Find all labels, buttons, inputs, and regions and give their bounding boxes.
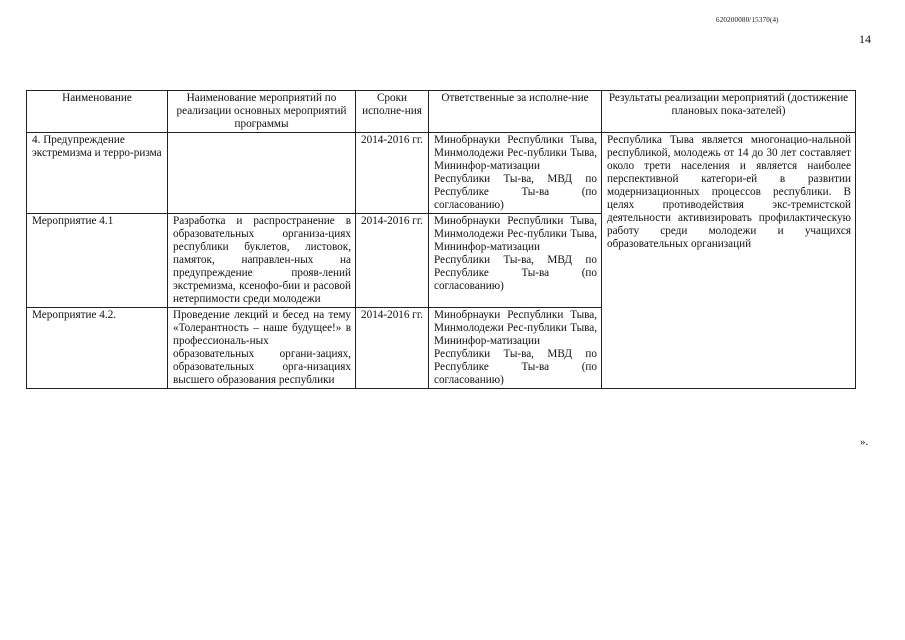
row-activity: Проведение лекций и бесед на тему «Толерантность – наше будущее!» в профессиональ-ных образовательных органи-зациях, образовательных орга-низациях высшего образования республики [168,308,356,389]
row-activity [168,133,356,214]
row-term: 2014-2016 гг. [356,308,429,389]
results-cell: Республика Тыва является многонацио-нальной республикой, молодежь от 14 до 30 лет составляет около трети населения и является наиболее перспективной категори-ей в развитии модернизационных процессов республики. В целях противодействия экс-тремистской деятельности активизировать профилактическую работу среди молодежи и учащихся образовательных организаций [602,133,856,389]
table-header-row [27,91,856,133]
row-responsible: Минобрнауки Республики Тыва, Минмолодежи Рес-публики Тыва, Мининфор-матизации Республики Ты-ва, МВД по Республике Ты-ва (по согласованию) [429,214,602,308]
column-header-name: Наименование [27,91,168,133]
row-responsible: Минобрнауки Республики Тыва, Минмолодежи Рес-публики Тыва, Мининфор-матизации Республики Ты-ва, МВД по Республике Ты-ва (по согласованию) [429,308,602,389]
column-header-results: Результаты реализации мероприятий (достижение плановых пока-зателей) [602,91,856,133]
program-activities-table [26,90,856,389]
row-name: 4. Предупреждение экстремизма и терро-ризма [27,133,168,214]
document-number: 620200080/15370(4) [716,16,779,24]
row-name: Мероприятие 4.2. [27,308,168,389]
column-header-term: Сроки исполне-ния [356,91,429,133]
table-row [27,133,856,214]
row-responsible: Минобрнауки Республики Тыва, Минмолодежи Рес-публики Тыва, Мининфор-матизации Республики Ты-ва, МВД по Республике Ты-ва (по согласованию) [429,133,602,214]
row-activity: Разработка и распространение в образовательных организа-циях республики буклетов, листовок, памяток, направлен-ных на предупреждение прояв-лений экстремизма, ксенофо-бии и расовой нетерпимости среди молодежи [168,214,356,308]
column-header-activity: Наименование мероприятий по реализации основных мероприятий программы [168,91,356,133]
row-name: Мероприятие 4.1 [27,214,168,308]
column-header-responsible: Ответственные за исполне-ние [429,91,602,133]
closing-quote-mark: ». [860,436,869,448]
row-term: 2014-2016 гг. [356,214,429,308]
row-term: 2014-2016 гг. [356,133,429,214]
page-number: 14 [859,32,871,46]
